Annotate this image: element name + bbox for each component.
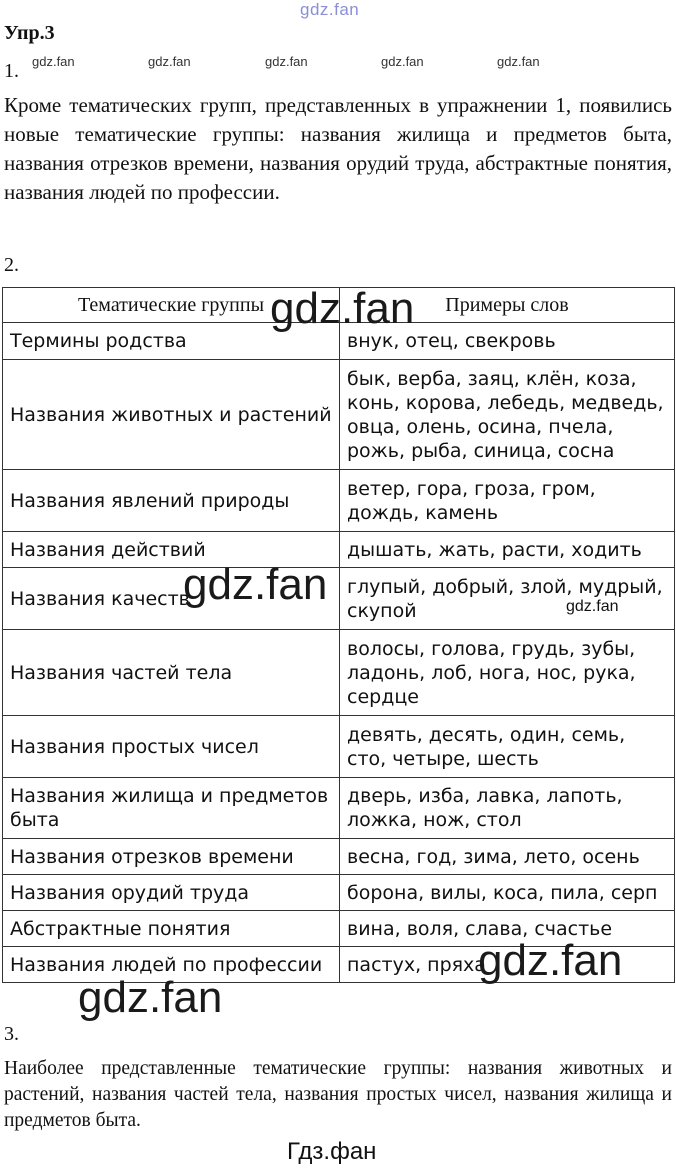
row-group: Названия орудий труда	[3, 875, 340, 911]
row-group: Названия жилища и предметов быта	[3, 778, 340, 839]
watermark-small-3: gdz.fan	[265, 54, 308, 69]
watermark-big-3: gdz.fan	[478, 936, 623, 985]
part1-text: Кроме тематических групп, представленных в упражнении 1, появились новые тематические группы: названия жилища и предметов быта, названия отрезков времени, названия орудий труда, абстрактные понятия, названия людей по профессии.	[4, 93, 672, 204]
row-examples: глупый, добрый, злой, мудрый, скупой	[340, 568, 675, 630]
row-group: Абстрактные понятия	[3, 911, 340, 947]
row-group: Названия качеств	[3, 568, 340, 630]
row-examples: пастух, пряха	[340, 947, 675, 983]
table-row	[3, 630, 675, 716]
row-group: Названия отрезков времени	[3, 839, 340, 875]
exercise-title: Упр.3	[4, 22, 55, 44]
watermark-big-4: gdz.fan	[78, 973, 223, 1022]
row-examples: борона, вилы, коса, пила, серп	[340, 875, 675, 911]
table-row	[3, 875, 675, 911]
table-row	[3, 360, 675, 470]
row-examples: внук, отец, свекровь	[340, 323, 675, 360]
row-examples: волосы, голова, грудь, зубы, ладонь, лоб, нога, нос, рука, сердце	[340, 630, 675, 716]
part3-number: 3.	[4, 1023, 19, 1045]
watermark-small-2: gdz.fan	[148, 54, 191, 69]
watermark-top: gdz.fan	[300, 0, 360, 19]
row-group: Названия явлений природы	[3, 470, 340, 532]
row-examples: дверь, изба, лавка, лапоть, ложка, нож, стол	[340, 778, 675, 839]
row-group: Названия людей по профессии	[3, 947, 340, 983]
part3-text: Наиболее представленные тематические группы: названия животных и растений, названия частей тела, названия простых чисел, названия жилища и предметов быта.	[4, 1058, 672, 1131]
watermark-small-4: gdz.fan	[381, 54, 424, 69]
table-row	[3, 716, 675, 778]
watermark-bottom: Гдз.фан	[287, 1138, 377, 1165]
row-examples: ветер, гора, гроза, гром, дождь, камень	[340, 470, 675, 532]
row-group: Названия действий	[3, 532, 340, 568]
row-examples: девять, десять, один, семь, сто, четыре, шесть	[340, 716, 675, 778]
row-group: Названия животных и растений	[3, 360, 340, 470]
table-row	[3, 470, 675, 532]
row-group: Названия простых чисел	[3, 716, 340, 778]
table-header-groups: Тематические группы	[3, 288, 340, 323]
watermark-small-5: gdz.fan	[497, 54, 540, 69]
part2-number: 2.	[4, 254, 19, 276]
row-examples: дышать, жать, расти, ходить	[340, 532, 675, 568]
table-header-examples: Примеры слов	[340, 288, 675, 323]
row-examples: вина, воля, слава, счастье	[340, 911, 675, 947]
thematic-groups-table	[2, 287, 675, 983]
watermark-small-6: gdz.fan	[566, 598, 619, 615]
part1-number: 1.	[4, 60, 19, 82]
row-group: Термины родства	[3, 323, 340, 360]
row-group: Названия частей тела	[3, 630, 340, 716]
row-examples: весна, год, зима, лето, осень	[340, 839, 675, 875]
row-examples: бык, верба, заяц, клён, коза, конь, корова, лебедь, медведь, овца, олень, осина, пчела, рожь, рыба, синица, сосна	[340, 360, 675, 470]
table-row	[3, 839, 675, 875]
watermark-big-1: gdz.fan	[270, 284, 415, 333]
watermark-big-2: gdz.fan	[183, 560, 328, 609]
table-row	[3, 532, 675, 568]
table-row	[3, 778, 675, 839]
watermark-small-1: gdz.fan	[32, 54, 75, 69]
